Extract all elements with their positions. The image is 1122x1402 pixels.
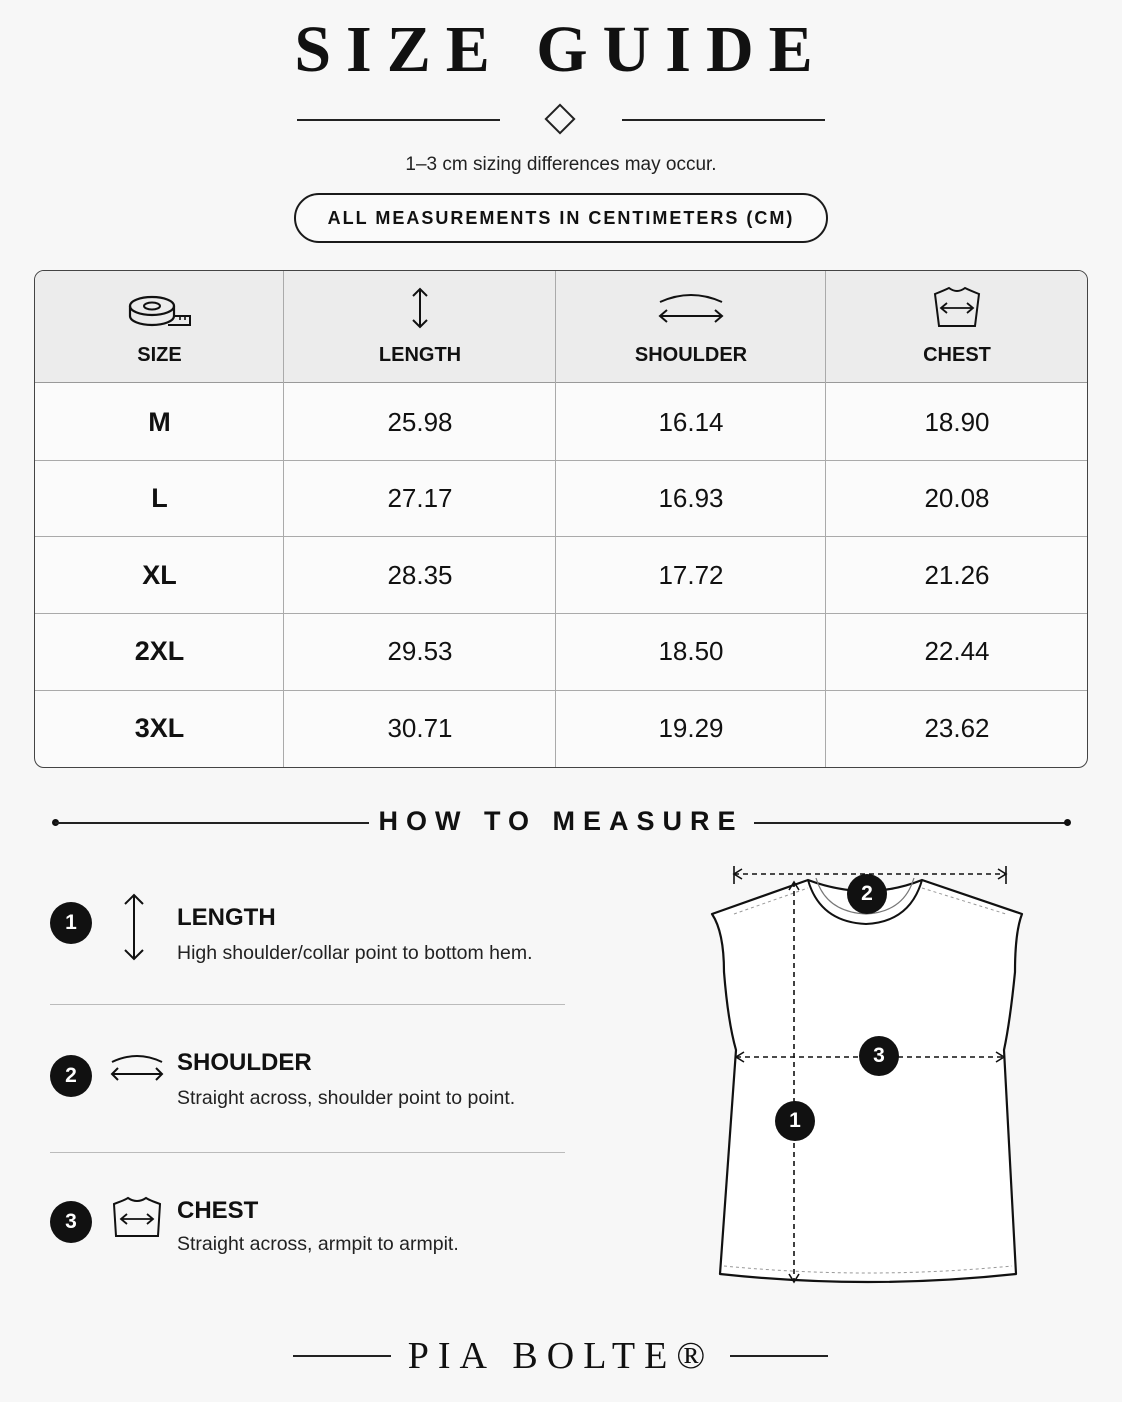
table-cell-length: 25.98 [387,406,453,437]
column-header-shoulder-label: SHOULDER [634,344,748,366]
table-cell-chest: 21.26 [924,559,990,590]
step-badge-3: 3 [50,1201,92,1243]
table-cell-shoulder: 19.29 [658,713,724,743]
table-cell-size: 3XL [134,713,185,743]
table-cell-shoulder: 17.72 [658,559,724,590]
diagram-marker-2: 2 [847,874,887,914]
table-cell-shoulder: 16.93 [658,482,724,513]
step-badge-1: 1 [50,902,92,944]
diamond-ornament [544,103,575,134]
column-header-chest-label: CHEST [923,344,991,366]
column-header-size-label: SIZE [137,344,182,366]
page-title: SIZE GUIDE [294,13,828,86]
shoulder-arrow-icon [108,1050,166,1086]
step-badge-2: 2 [50,1055,92,1097]
step-description-shoulder: Straight across, shoulder point to point. [177,1087,516,1109]
table-cell-chest: 22.44 [924,636,990,666]
table-cell-chest: 20.08 [924,482,990,513]
heading-line-right [754,822,1068,824]
vertical-arrow-icon [408,286,432,330]
column-header-length [284,271,556,383]
chest-arrow-icon [110,1196,164,1240]
brand-line-right [730,1355,828,1357]
title-divider-right [622,119,825,121]
measuring-tape-icon [128,294,192,330]
step-divider [50,1152,565,1153]
tshirt-outline [712,880,1022,1282]
sizing-note: 1–3 cm sizing differences may occur. [405,154,717,175]
column-header-chest [826,271,1088,383]
how-to-measure-title: HOW TO MEASURE [378,806,744,836]
diagram-marker-1: 1 [775,1101,815,1141]
step-divider [50,1004,565,1005]
table-cell-length: 30.71 [387,713,453,743]
step-description-chest: Straight across, armpit to armpit. [177,1233,459,1255]
table-cell-size: XL [142,559,177,590]
title-divider-left [297,119,500,121]
step-description-length: High shoulder/collar point to bottom hem. [177,942,533,964]
table-cell-length: 29.53 [387,636,453,666]
diagram-marker-3: 3 [859,1036,899,1076]
table-cell-size: M [148,406,171,437]
table-cell-chest: 18.90 [924,406,990,437]
table-cell-shoulder: 16.14 [658,406,724,437]
heading-dot-right [1064,819,1071,826]
brand-name: PIA BOLTE® [407,1335,715,1377]
table-cell-length: 27.17 [387,482,453,513]
table-cell-size: 2XL [134,636,185,666]
step-title-shoulder: SHOULDER [177,1049,312,1076]
chest-arrow-icon [929,286,985,330]
step-title-length: LENGTH [177,904,276,931]
tshirt-measurement-diagram [700,862,1040,1302]
column-header-length-label: LENGTH [378,344,462,366]
table-cell-shoulder: 18.50 [658,636,724,666]
table-cell-length: 28.35 [387,559,453,590]
units-badge: ALL MEASUREMENTS IN CENTIMETERS (CM) [294,193,828,243]
vertical-arrow-icon [120,892,148,962]
shoulder-arrow-icon [656,290,726,330]
table-cell-chest: 23.62 [924,713,990,743]
step-title-chest: CHEST [177,1197,259,1224]
column-header-shoulder [556,271,826,383]
column-header-size [35,271,284,383]
table-cell-size: L [151,482,168,513]
size-table [34,270,1088,768]
